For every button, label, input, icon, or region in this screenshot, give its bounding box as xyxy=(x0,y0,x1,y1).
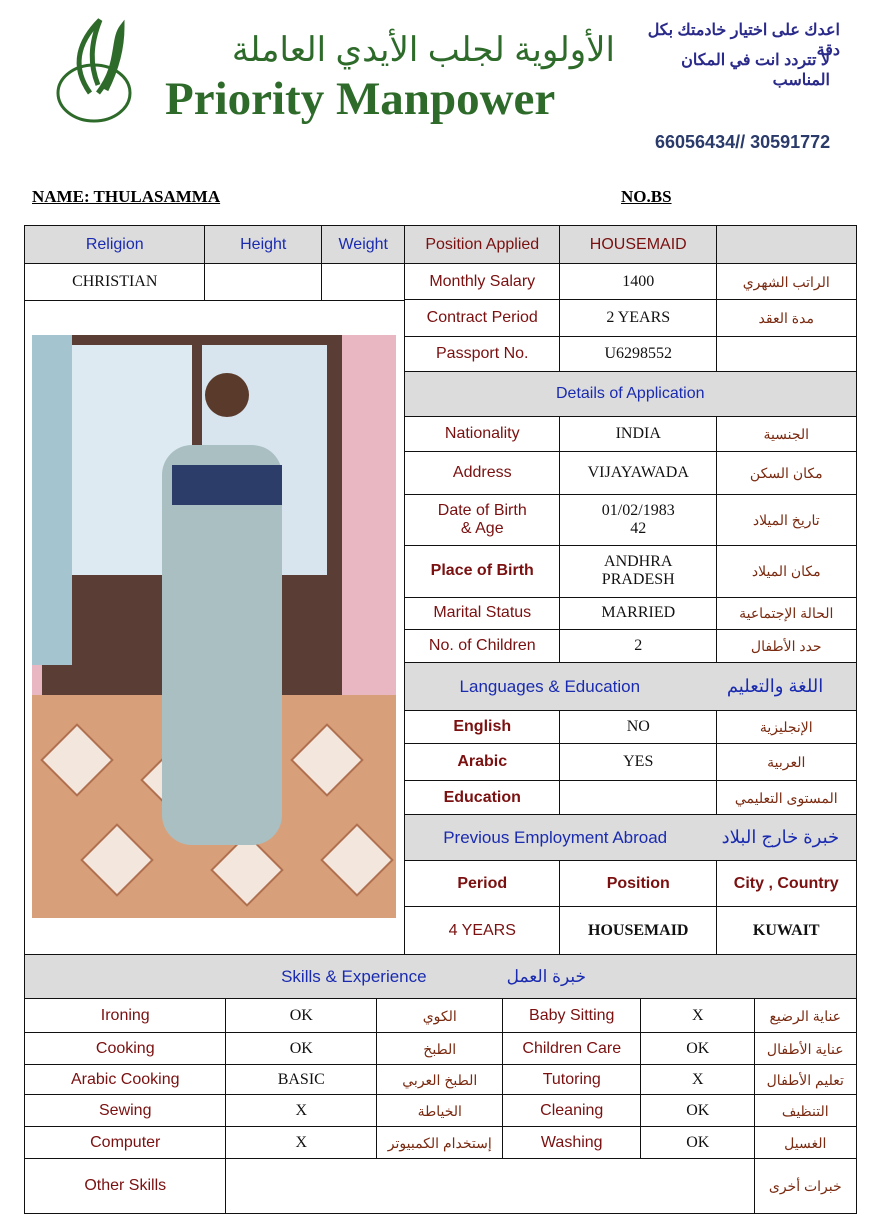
marital-value: MARRIED xyxy=(559,596,718,631)
place-of-birth-arabic: مكان الميلاد xyxy=(716,545,857,598)
dob-label xyxy=(404,494,561,547)
logo-emblem xyxy=(50,15,140,125)
contract-value: 2 YEARS xyxy=(559,299,718,338)
skill-value: OK xyxy=(640,1094,756,1128)
religion-value: CHRISTIAN xyxy=(24,263,206,301)
skill-value: OK xyxy=(640,1126,756,1160)
dob-label-text: Date of Birth xyxy=(437,501,527,519)
other-skills-label: Other Skills xyxy=(24,1158,227,1214)
position-applied-value: HOUSEMAID xyxy=(559,225,718,265)
arabic-label: Arabic xyxy=(404,743,561,782)
nationality-value: INDIA xyxy=(559,416,718,453)
skill-label: Computer xyxy=(24,1126,227,1160)
contract-label: Contract Period xyxy=(404,299,561,338)
address-label: Address xyxy=(404,451,561,496)
english-arabic: الإنجليزية xyxy=(716,710,857,745)
reference-number: NO.BS xyxy=(621,187,672,206)
skill-value: OK xyxy=(640,1032,756,1066)
skill-value: OK xyxy=(225,1032,378,1066)
skill-value: X xyxy=(225,1126,378,1160)
position-applied-arabic xyxy=(716,225,857,265)
skill-value: X xyxy=(640,998,756,1034)
other-skills-value xyxy=(225,1158,756,1214)
salary-arabic: الراتب الشهري xyxy=(716,263,857,301)
skill-label: Washing xyxy=(502,1126,642,1160)
skill-label: Children Care xyxy=(502,1032,642,1066)
skills-section-title xyxy=(24,954,857,1000)
marital-label: Marital Status xyxy=(404,596,561,631)
languages-section-title-text: Languages & Education xyxy=(459,676,641,696)
skill-value: OK xyxy=(225,998,378,1034)
candidate-photo xyxy=(32,335,396,918)
employment-section-title-text: Previous Employment Abroad xyxy=(443,827,668,847)
place-of-birth-value xyxy=(559,545,718,598)
employment-position-value: HOUSEMAID xyxy=(559,906,718,956)
place-of-birth-value-text: PRADESH xyxy=(601,571,675,589)
employment-section-title-text: خبرة خارج البلاد xyxy=(721,827,840,848)
logo-english-text: Priority Manpower xyxy=(165,73,556,125)
skill-arabic: عناية الأطفال xyxy=(754,1032,857,1066)
skill-arabic: إستخدام الكمبيوتر xyxy=(376,1126,504,1160)
arabic-value: YES xyxy=(559,743,718,782)
skills-section-title-text: خبرة العمل xyxy=(506,966,587,986)
details-section-title: Details of Application xyxy=(404,371,857,418)
other-skills-arabic: خبرات أخرى xyxy=(754,1158,857,1214)
skill-arabic: تعليم الأطفال xyxy=(754,1064,857,1096)
skill-value: X xyxy=(640,1064,756,1096)
dob-value xyxy=(559,494,718,547)
employment-position-header: Position xyxy=(559,860,718,908)
skill-value: X xyxy=(225,1094,378,1128)
skills-section-title-text: Skills & Experience xyxy=(281,966,427,986)
employment-country-value: KUWAIT xyxy=(716,906,857,956)
skill-label: Arabic Cooking xyxy=(24,1064,227,1096)
phone-numbers: 66056434// 30591772 xyxy=(655,132,831,152)
languages-section-title xyxy=(404,662,857,712)
dob-value-text: 01/02/1983 xyxy=(601,501,675,519)
height-header: Height xyxy=(204,225,323,265)
skill-label: Cooking xyxy=(24,1032,227,1066)
address-value: VIJAYAWADA xyxy=(559,451,718,496)
candidate-name: NAME: THULASAMMA xyxy=(32,187,221,206)
employment-period-header: Period xyxy=(404,860,561,908)
skill-label: Cleaning xyxy=(502,1094,642,1128)
salary-label: Monthly Salary xyxy=(404,263,561,301)
weight-value xyxy=(321,263,406,301)
arabic-arabic: العربية xyxy=(716,743,857,782)
skill-value: BASIC xyxy=(225,1064,378,1096)
children-value: 2 xyxy=(559,629,718,664)
skill-label: Ironing xyxy=(24,998,227,1034)
dob-arabic: تاريخ الميلاد xyxy=(716,494,857,547)
education-label: Education xyxy=(404,780,561,816)
skill-arabic: عناية الرضيع xyxy=(754,998,857,1034)
dob-label-text: & Age xyxy=(460,520,504,538)
marital-arabic: الحالة الإجتماعية xyxy=(716,596,857,631)
address-arabic: مكان السكن xyxy=(716,451,857,496)
religion-header: Religion xyxy=(24,225,206,265)
english-value: NO xyxy=(559,710,718,745)
skill-arabic: الكوي xyxy=(376,998,504,1034)
skill-label: Tutoring xyxy=(502,1064,642,1096)
skill-arabic: الخياطة xyxy=(376,1094,504,1128)
skill-arabic: الطبخ xyxy=(376,1032,504,1066)
position-applied-label: Position Applied xyxy=(404,225,561,265)
place-of-birth-label: Place of Birth xyxy=(404,545,561,598)
employment-period-value: 4 YEARS xyxy=(404,906,561,956)
passport-label: Passport No. xyxy=(404,336,561,373)
english-label: English xyxy=(404,710,561,745)
dob-value-text: 42 xyxy=(630,520,647,538)
passport-value: U6298552 xyxy=(559,336,718,373)
passport-arabic xyxy=(716,336,857,373)
tagline-line-1: اعدك على اختيار خادمتك بكل دقة xyxy=(647,22,840,59)
height-value xyxy=(204,263,323,301)
logo-arabic-text: الأولوية لجلب الأيدي العاملة xyxy=(231,31,615,69)
weight-header: Weight xyxy=(321,225,406,265)
nationality-arabic: الجنسية xyxy=(716,416,857,453)
skill-arabic: الطبخ العربي xyxy=(376,1064,504,1096)
education-value xyxy=(559,780,718,816)
skill-label: Baby Sitting xyxy=(502,998,642,1034)
skill-arabic: الغسيل xyxy=(754,1126,857,1160)
children-label: No. of Children xyxy=(404,629,561,664)
nationality-label: Nationality xyxy=(404,416,561,453)
skill-arabic: التنظيف xyxy=(754,1094,857,1128)
education-arabic: المستوى التعليمي xyxy=(716,780,857,816)
employment-country-header: City , Country xyxy=(716,860,857,908)
salary-value: 1400 xyxy=(559,263,718,301)
contract-arabic: مدة العقد xyxy=(716,299,857,338)
children-arabic: حدد الأطفال xyxy=(716,629,857,664)
skill-label: Sewing xyxy=(24,1094,227,1128)
tagline-line-2: لا تتردد انت في المكان المناسب xyxy=(681,52,830,89)
place-of-birth-value-text: ANDHRA xyxy=(604,552,673,570)
employment-section-title xyxy=(404,814,857,862)
languages-section-title-text: اللغة والتعليم xyxy=(726,676,824,697)
